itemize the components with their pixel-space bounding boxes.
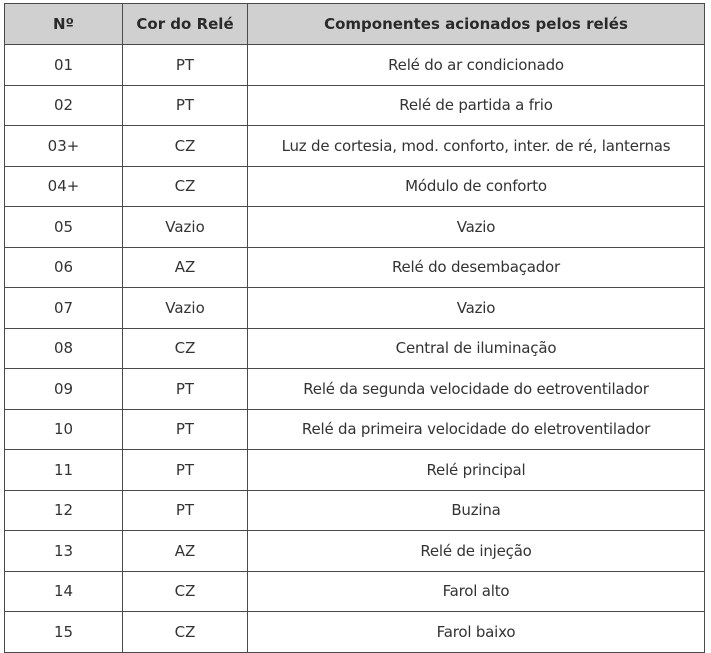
cell-relay-color: PT <box>123 450 248 491</box>
table-row <box>5 531 705 572</box>
cell-number: 06 <box>5 247 123 288</box>
cell-components: Vazio <box>248 288 705 329</box>
cell-number: 08 <box>5 328 123 369</box>
cell-components: Vazio <box>248 207 705 248</box>
table-body <box>5 45 705 653</box>
header-components: Componentes acionados pelos relés <box>248 4 705 45</box>
cell-components: Farol alto <box>248 571 705 612</box>
cell-components: Central de iluminação <box>248 328 705 369</box>
cell-components: Relé de partida a frio <box>248 85 705 126</box>
cell-components: Farol baixo <box>248 612 705 653</box>
table-row <box>5 247 705 288</box>
cell-relay-color: CZ <box>123 166 248 207</box>
relay-table <box>4 3 705 653</box>
table-row <box>5 612 705 653</box>
cell-relay-color: CZ <box>123 126 248 167</box>
cell-components: Relé da segunda velocidade do eetroventilador <box>248 369 705 410</box>
cell-number: 03+ <box>5 126 123 167</box>
table-row <box>5 45 705 86</box>
cell-number: 15 <box>5 612 123 653</box>
table-row <box>5 409 705 450</box>
cell-relay-color: CZ <box>123 571 248 612</box>
table-row <box>5 450 705 491</box>
header-row <box>5 4 705 45</box>
table-row <box>5 490 705 531</box>
cell-components: Módulo de conforto <box>248 166 705 207</box>
cell-number: 07 <box>5 288 123 329</box>
table-row <box>5 288 705 329</box>
cell-components: Luz de cortesia, mod. conforto, inter. de ré, lanternas <box>248 126 705 167</box>
table-header <box>5 4 705 45</box>
cell-components: Relé de injeção <box>248 531 705 572</box>
cell-relay-color: AZ <box>123 531 248 572</box>
cell-number: 13 <box>5 531 123 572</box>
table-row <box>5 207 705 248</box>
cell-components: Relé principal <box>248 450 705 491</box>
cell-components: Relé da primeira velocidade do eletroventilador <box>248 409 705 450</box>
cell-number: 11 <box>5 450 123 491</box>
cell-number: 05 <box>5 207 123 248</box>
cell-relay-color: PT <box>123 490 248 531</box>
cell-components: Relé do ar condicionado <box>248 45 705 86</box>
cell-components: Buzina <box>248 490 705 531</box>
cell-number: 02 <box>5 85 123 126</box>
cell-relay-color: Vazio <box>123 288 248 329</box>
cell-components: Relé do desembaçador <box>248 247 705 288</box>
cell-relay-color: PT <box>123 409 248 450</box>
cell-relay-color: CZ <box>123 612 248 653</box>
cell-relay-color: AZ <box>123 247 248 288</box>
cell-number: 14 <box>5 571 123 612</box>
cell-relay-color: PT <box>123 85 248 126</box>
cell-relay-color: Vazio <box>123 207 248 248</box>
cell-number: 12 <box>5 490 123 531</box>
header-number: Nº <box>5 4 123 45</box>
table-row <box>5 571 705 612</box>
cell-number: 10 <box>5 409 123 450</box>
table-row <box>5 85 705 126</box>
table-row <box>5 126 705 167</box>
table-row <box>5 369 705 410</box>
table-row <box>5 166 705 207</box>
cell-number: 09 <box>5 369 123 410</box>
cell-number: 01 <box>5 45 123 86</box>
cell-relay-color: CZ <box>123 328 248 369</box>
table-row <box>5 328 705 369</box>
cell-relay-color: PT <box>123 45 248 86</box>
cell-number: 04+ <box>5 166 123 207</box>
cell-relay-color: PT <box>123 369 248 410</box>
header-relay-color: Cor do Relé <box>123 4 248 45</box>
